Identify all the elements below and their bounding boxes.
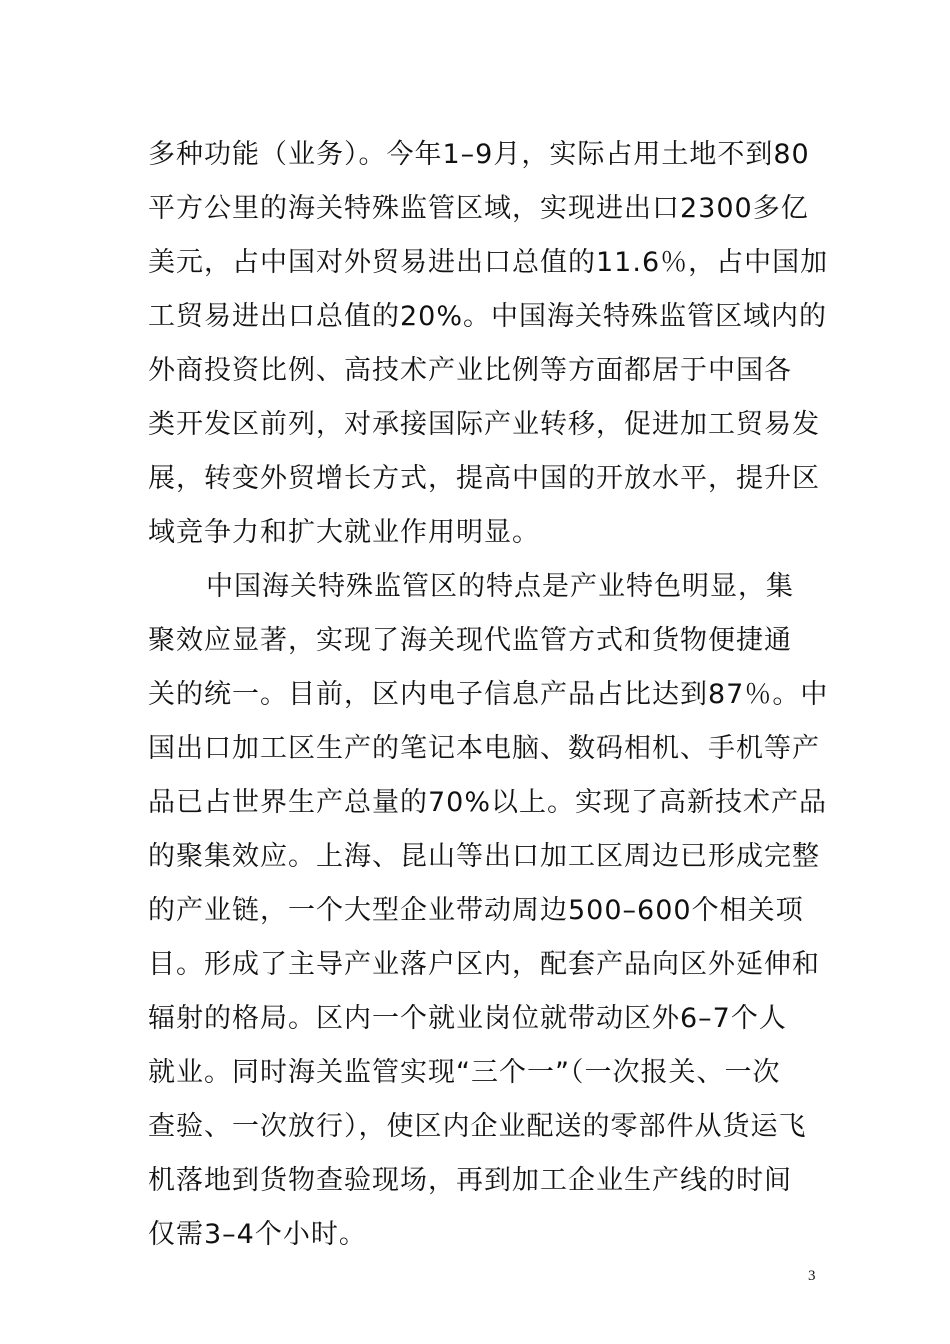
paragraph-line: 就业。同时海关监管实现“三个一”（一次报关、一次 — [148, 1057, 781, 1088]
paragraph-line: 类开发区前列，对承接国际产业转移，促进加工贸易发 — [148, 409, 820, 440]
paragraph-line: 仅需3–4个小时。 — [148, 1219, 367, 1250]
paragraph-line: 国出口加工区生产的笔记本电脑、数码相机、手机等产 — [148, 733, 820, 764]
paragraph-line: 聚效应显著，实现了海关现代监管方式和货物便捷通 — [148, 625, 792, 656]
paragraph-line: 平方公里的海关特殊监管区域，实现进出口2300多亿 — [148, 193, 809, 224]
paragraph-line: 的产业链，一个大型企业带动周边500–600个相关项 — [148, 895, 804, 926]
paragraph-line: 目。形成了主导产业落户区内，配套产品向区外延伸和 — [148, 949, 820, 980]
paragraph-1 — [148, 128, 829, 560]
paragraph-line: 查验、一次放行），使区内企业配送的零部件从货运飞 — [148, 1111, 807, 1142]
paragraph-2 — [148, 560, 829, 1262]
paragraph-line: 辐射的格局。区内一个就业岗位就带动区外6–7个人 — [148, 1003, 787, 1034]
paragraph-line: 多种功能（业务）。今年1–9月，实际占用土地不到80 — [148, 139, 810, 170]
paragraph-line: 域竞争力和扩大就业作用明显。 — [148, 517, 540, 548]
paragraph-line: 的聚集效应。上海、昆山等出口加工区周边已形成完整 — [148, 841, 820, 872]
page-number: 3 — [808, 1268, 816, 1284]
body-text — [148, 128, 829, 1262]
paragraph-line: 中国海关特殊监管区的特点是产业特色明显，集 — [206, 571, 794, 602]
paragraph-line: 关的统一。目前，区内电子信息产品占比达到87％。中 — [148, 679, 829, 710]
paragraph-line: 工贸易进出口总值的20%。中国海关特殊监管区域内的 — [148, 301, 828, 332]
paragraph-line: 外商投资比例、高技术产业比例等方面都居于中国各 — [148, 355, 792, 386]
paragraph-line: 美元，占中国对外贸易进出口总值的11.6％，占中国加 — [148, 247, 829, 278]
paragraph-line: 机落地到货物查验现场，再到加工企业生产线的时间 — [148, 1165, 792, 1196]
paragraph-line: 品已占世界生产总量的70%以上。实现了高新技术产品 — [148, 787, 828, 818]
paragraph-line: 展，转变外贸增长方式，提高中国的开放水平，提升区 — [148, 463, 820, 494]
